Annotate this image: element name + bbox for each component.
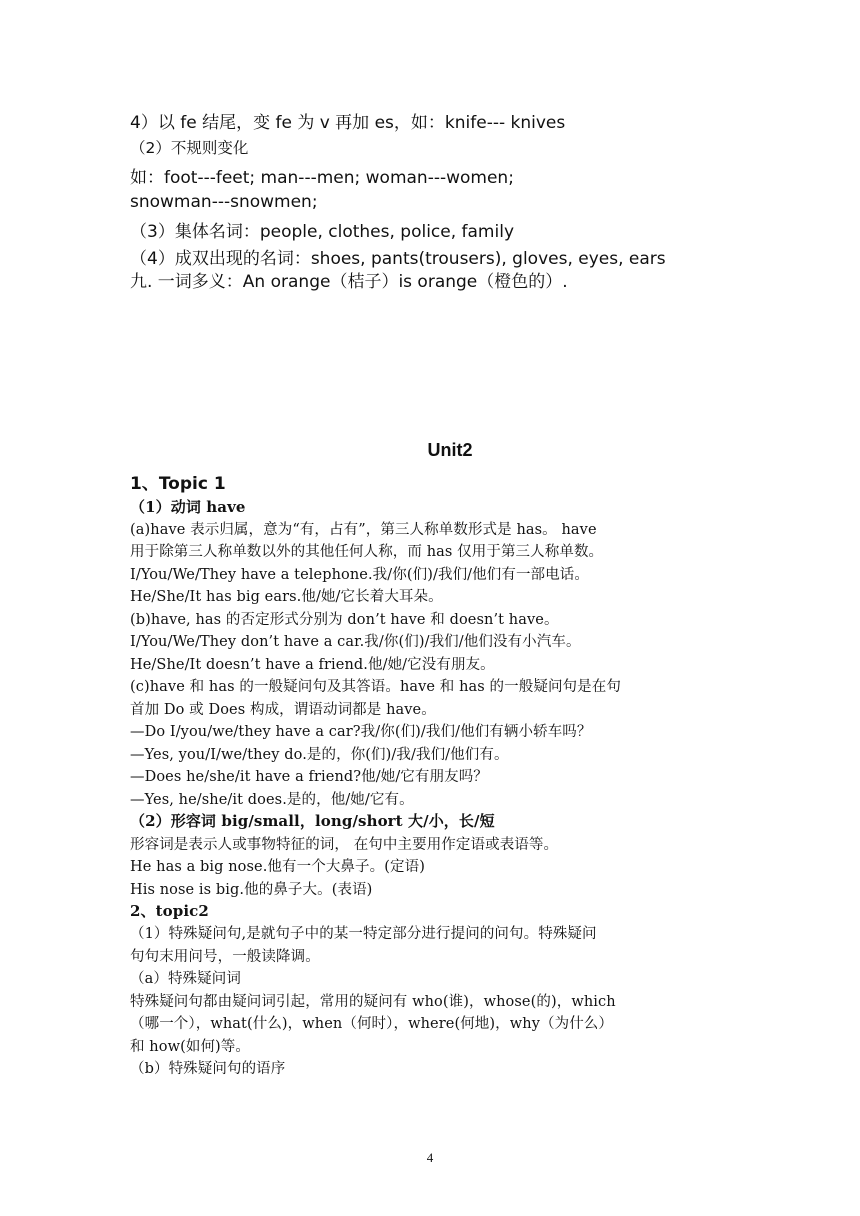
text-line: 如：foot---feet; man---men; woman---women; — [130, 168, 514, 188]
text-line: snowman---snowmen; — [130, 192, 318, 212]
text-line: He has a big nose.他有一个大鼻子。(定语) — [130, 859, 425, 875]
text-line: 4）以 fe 结尾，变 fe 为 v 再加 es，如：knife--- knives — [130, 113, 566, 133]
text-line: (b)have, has 的否定形式分别为 don’t have 和 doesn’t have。 — [130, 612, 559, 628]
text-line: —Do I/you/we/they have a car?我/你(们)/我们/他们有辆小轿车吗？ — [130, 724, 592, 740]
text-line: —Yes, you/I/we/they do.是的，你(们)/我/我们/他们有。 — [130, 747, 509, 763]
text-line: （b）特殊疑问句的语序 — [130, 1061, 286, 1077]
text-line: I/You/We/They don’t have a car.我/你(们)/我们/他们没有小汽车。 — [130, 634, 581, 650]
text-line: —Does he/she/it have a friend?他/她/它有朋友吗？ — [130, 769, 488, 785]
text-line: （哪一个），what(什么)，when（何时），where(何地)，why（为什么） — [130, 1016, 614, 1032]
text-line: (c)have 和 has 的一般疑问句及其答语。have 和 has 的一般疑问句是在句 — [130, 679, 621, 695]
text-line: He/She/It doesn’t have a friend.他/她/它没有朋友。 — [130, 657, 495, 673]
text-line: （2）不规则变化 — [130, 139, 249, 157]
text-line: 句句末用问号，一般读降调。 — [130, 949, 320, 965]
text-line: （3）集体名词：people, clothes, police, family — [130, 222, 515, 242]
text-line: (a)have 表示归属，意为“有，占有”，第三人称单数形式是 has。 have — [130, 522, 597, 538]
text-line: 用于除第三人称单数以外的其他任何人称，而 has 仅用于第三人称单数。 — [130, 544, 604, 560]
text-line: （1）特殊疑问句,是就句子中的某一特定部分进行提问的问句。特殊疑问 — [130, 926, 597, 942]
text-line: I/You/We/They have a telephone.我/你(们)/我们/他们有一部电话。 — [130, 567, 589, 583]
text-line: （4）成双出现的名词：shoes, pants(trousers), gloves, eyes, ears — [130, 249, 666, 269]
text-line: 形容词是表示人或事物特征的词， 在句中主要用作定语或表语等。 — [130, 837, 559, 853]
topic1-heading: 1、Topic 1 — [130, 474, 226, 494]
unit-title: Unit2 — [427, 440, 473, 460]
page-number: 4 — [426, 1150, 434, 1165]
text-line: His nose is big.他的鼻子大。(表语) — [130, 882, 373, 898]
have-heading: （1）动词 have — [130, 498, 246, 516]
text-line: 和 how(如何)等。 — [130, 1039, 251, 1055]
topic2-heading: 2、topic2 — [130, 902, 209, 920]
text-line: （a）特殊疑问词 — [130, 971, 241, 987]
text-line: —Yes, he/she/it does.是的，他/她/它有。 — [130, 792, 414, 808]
text-line: 九. 一词多义：An orange（桔子）is orange（橙色的）. — [130, 272, 568, 292]
text-line: 特殊疑问句都由疑问词引起，常用的疑问有 who(谁)，whose(的)，which — [130, 994, 616, 1010]
text-line: 首加 Do 或 Does 构成，谓语动词都是 have。 — [130, 702, 436, 718]
text-line: He/She/It has big ears.他/她/它长着大耳朵。 — [130, 589, 443, 605]
adj-heading: （2）形容词 big/small，long/short 大/小，长/短 — [130, 812, 495, 830]
